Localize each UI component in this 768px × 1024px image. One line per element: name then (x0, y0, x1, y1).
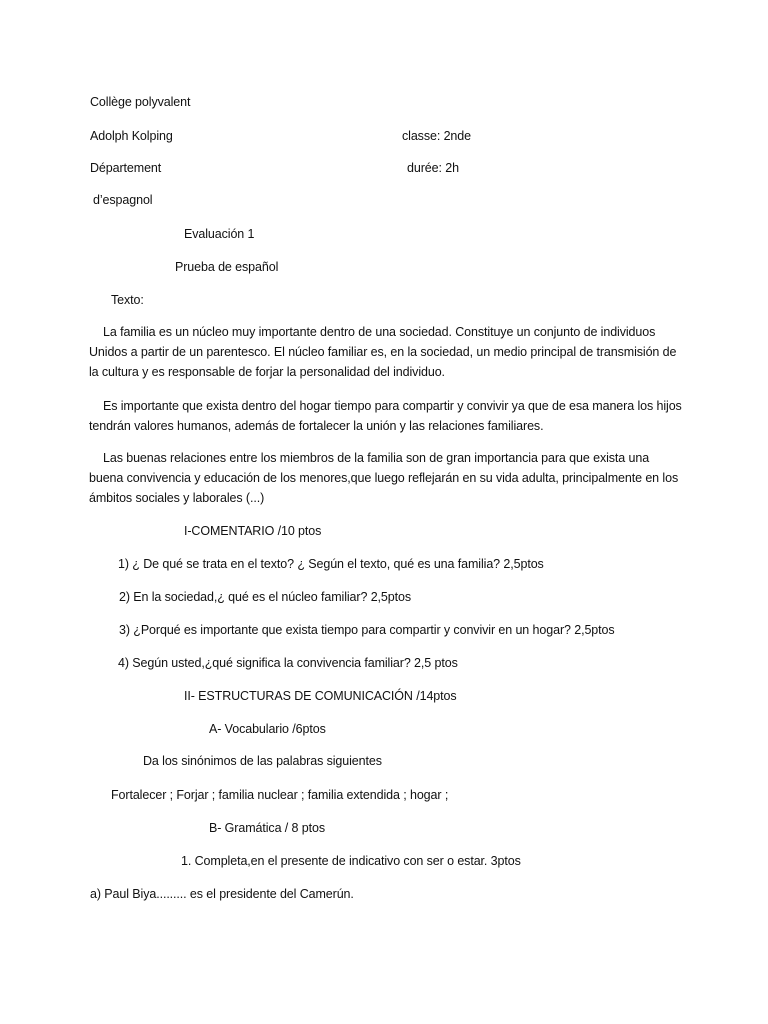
question-4: 4) Según usted,¿qué significa la convivencia familiar? 2,5 ptos (118, 656, 458, 670)
text-label: Texto: (111, 293, 144, 307)
question-1: 1) ¿ De qué se trata en el texto? ¿ Según el texto, qué es una familia? 2,5ptos (118, 557, 544, 571)
text-paragraph-2: Es importante que exista dentro del hogar tiempo para compartir y convivir ya que de esa manera los hijos tendrán valores humanos, además de fortalecer la unión y las relaciones familiares. (89, 399, 682, 433)
section-2-title: II- ESTRUCTURAS DE COMUNICACIÓN /14ptos (184, 689, 457, 703)
text-paragraph-3: Las buenas relaciones entre los miembros de la familia son de gran importancia para que exista una buena convivencia y educación de los menores,que luego reflejarán en su vida adulta, principalmente en los ámbitos sociales y laborales (...) (89, 451, 679, 505)
department-line1: Département (90, 161, 162, 175)
grammar-title: B- Gramática / 8 ptos (209, 821, 325, 835)
school-name-line1: Collège polyvalent (90, 95, 191, 109)
vocabulary-title: A- Vocabulario /6ptos (209, 722, 326, 736)
text-paragraph-1: La familia es un núcleo muy importante dentro de una sociedad. Constituye un conjunto de individuos Unidos a partir de un parentesco. El núcleo familiar es, en la sociedad, un medio principal de transmisión de la cultura y es responsable de forjar la personalidad del individuo. (89, 325, 677, 379)
evaluation-title: Evaluación 1 (184, 227, 255, 241)
school-name-line2: Adolph Kolping (90, 129, 173, 143)
grammar-item-a: a) Paul Biya......... es el presidente del Camerún. (90, 887, 354, 901)
vocabulary-words: Fortalecer ; Forjar ; familia nuclear ; familia extendida ; hogar ; (111, 788, 449, 802)
exam-title: Prueba de español (175, 260, 279, 274)
department-line2: d’espagnol (93, 193, 153, 207)
section-1-title: I-COMENTARIO /10 ptos (184, 524, 322, 538)
grammar-exercise-1: 1. Completa,en el presente de indicativo con ser o estar. 3ptos (181, 854, 521, 868)
question-3: 3) ¿Porqué es importante que exista tiempo para compartir y convivir en un hogar? 2,5ptos (119, 623, 615, 637)
class-label: classe: 2nde (402, 129, 471, 143)
vocabulary-instruction: Da los sinónimos de las palabras siguientes (143, 754, 382, 768)
duration-label: durée: 2h (407, 161, 459, 175)
question-2: 2) En la sociedad,¿ qué es el núcleo familiar? 2,5ptos (119, 590, 411, 604)
